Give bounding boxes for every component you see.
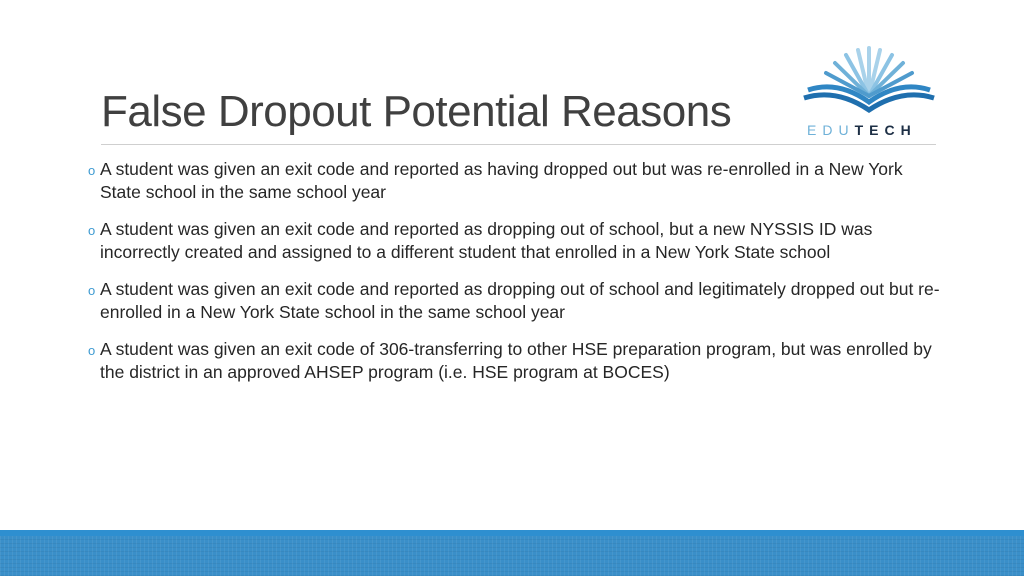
bullet-text: A student was given an exit code of 306-transferring to other HSE preparation program, but was enrolled by the district in an approved AHSEP program (i.e. HSE program at BOCES)	[100, 339, 932, 382]
bullet-list	[88, 158, 948, 398]
footer-bar	[0, 536, 1024, 576]
bullet-item	[88, 278, 948, 324]
bullet-marker-icon: o	[88, 283, 96, 298]
logo-wordmark	[807, 122, 931, 138]
bullet-marker-icon: o	[88, 223, 96, 238]
edutech-logo	[800, 40, 938, 140]
bullet-marker-icon: o	[88, 343, 96, 358]
slide-title: False Dropout Potential Reasons	[101, 87, 732, 136]
bullet-item	[88, 338, 948, 384]
bullet-item	[88, 158, 948, 204]
logo-text-edu: EDU	[807, 122, 855, 138]
open-book-icon	[800, 40, 938, 120]
bullet-text: A student was given an exit code and reported as dropping out of school, but a new NYSSIS ID was incorrectly created and assigned to a different student that enrolled in a New York State school	[100, 219, 873, 262]
bullet-item	[88, 218, 948, 264]
bullet-marker-icon: o	[88, 163, 96, 178]
logo-text-tech: TECH	[854, 122, 917, 138]
bullet-text: A student was given an exit code and reported as having dropped out but was re-enrolled in a New York State school in the same school year	[100, 159, 903, 202]
bullet-text: A student was given an exit code and reported as dropping out of school and legitimately dropped out but re-enrolled in a New York State school in the same school year	[100, 279, 940, 322]
title-divider	[101, 144, 936, 145]
